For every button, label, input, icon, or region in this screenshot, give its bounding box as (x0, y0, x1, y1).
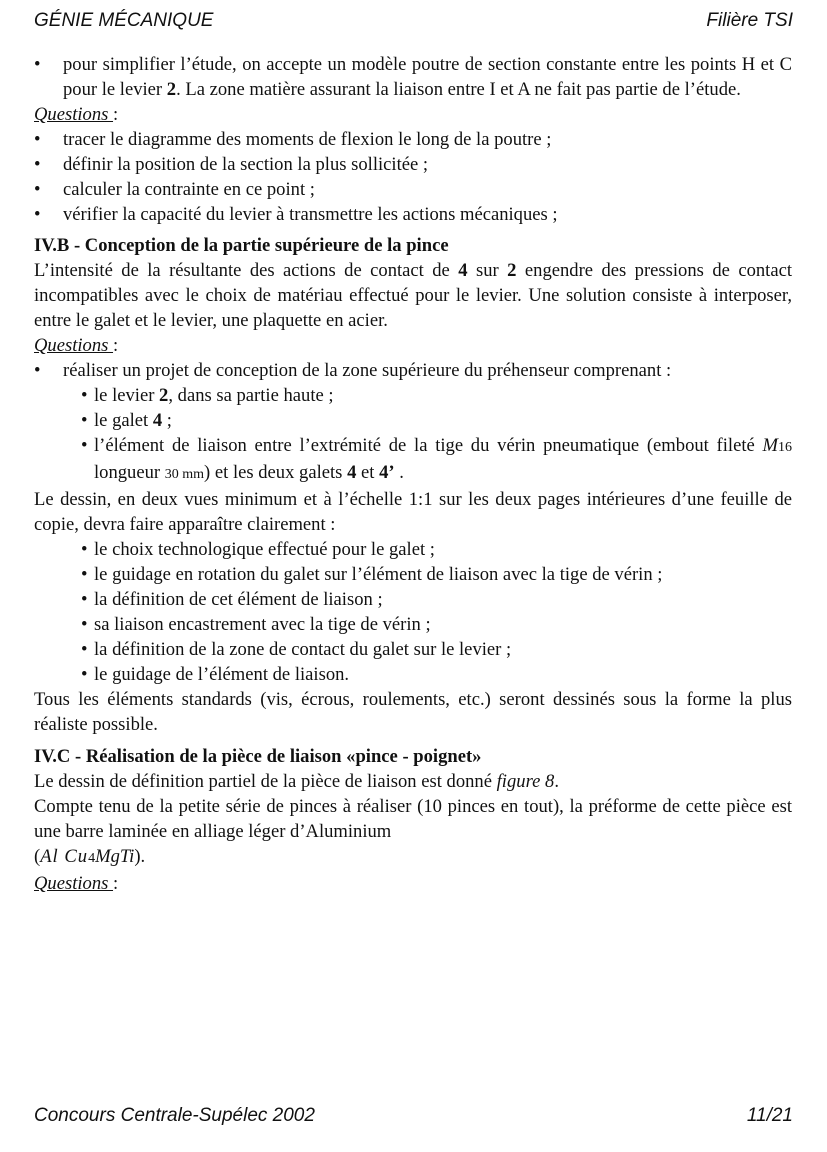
drawing-requirement: • la définition de cet élément de liaison ; (34, 587, 792, 612)
part-number: 2 (166, 79, 177, 100)
text: sur (467, 260, 508, 281)
questions-label: Questions (34, 335, 114, 356)
math-symbol: M (762, 435, 778, 456)
section-title-ivb: IV.B - Conception de la partie supérieure de la pince (34, 235, 449, 256)
page-header (34, 10, 793, 32)
math-number: 16 (778, 440, 792, 455)
paragraph (34, 258, 792, 333)
questions-heading (34, 333, 792, 358)
questions-colon: : (113, 104, 119, 125)
alloy-formula (34, 844, 792, 871)
header-right: Filière TSI (706, 10, 793, 31)
part-number: 2 (159, 385, 169, 406)
page-number: 11/21 (746, 1105, 793, 1126)
footer-left: Concours Centrale-Supélec 2002 (34, 1105, 315, 1126)
paragraph: Le dessin, en deux vues minimum et à l’échelle 1:1 sur les deux pages intérieures d’une feuille de copie, devra faire apparaître clairement : (34, 489, 792, 535)
text: . (554, 771, 559, 792)
drawing-requirement: • sa liaison encastrement avec la tige de vérin ; (34, 612, 792, 637)
paragraph: Tous les éléments standards (vis, écrous, roulements, etc.) seront dessinés sous la forme la plus réaliste possible. (34, 689, 792, 735)
text: le levier (94, 385, 160, 406)
questions-colon: : (113, 335, 119, 356)
text: longueur (94, 462, 165, 483)
text: l’élément de liaison entre l’extrémité de la tige du vérin pneumatique (embout fileté (94, 435, 763, 456)
text: . (394, 462, 404, 483)
section-title-ivc: IV.C - Réalisation de la pièce de liaison «pince - poignet» (34, 746, 482, 767)
text: L’intensité de la résultante des actions de contact de (34, 260, 459, 281)
math-number: 4 (88, 851, 96, 866)
drawing-requirement: • la définition de la zone de contact du galet sur le levier ; (34, 637, 792, 662)
bullet-beam-model (34, 52, 792, 102)
sub-item (34, 408, 792, 433)
drawing-requirement: • le choix technologique effectué pour le galet ; (34, 537, 792, 562)
page-body (34, 52, 792, 896)
length-value: 30 mm (164, 467, 205, 482)
paragraph: Compte tenu de la petite série de pinces à réaliser (10 pinces en tout), la préforme de cette pièce est une barre laminée en alliage léger d’Aluminium (34, 796, 792, 842)
text: ; (162, 410, 172, 431)
text: pour simplifier l’étude, on accepte un modèle poutre de section constante entre les points H et C pour le levier (63, 54, 792, 100)
sub-item (34, 433, 792, 487)
question-item: • définir la position de la section la plus sollicitée ; (34, 152, 792, 177)
sub-item (34, 383, 792, 408)
page-footer (34, 1105, 793, 1127)
math-symbol: Al Cu (40, 846, 89, 867)
question-item: • calculer la contrainte en ce point ; (34, 177, 792, 202)
question-item: • tracer le diagramme des moments de flexion le long de la poutre ; (34, 127, 792, 152)
text: Le dessin de définition partiel de la pièce de liaison est donné (34, 771, 497, 792)
question-item: • vérifier la capacité du levier à transmettre les actions mécaniques ; (34, 202, 792, 227)
text: ). (134, 846, 146, 867)
math-symbol: MgTi (95, 846, 135, 867)
part-number: 4 (152, 410, 163, 431)
part-number: 4 (347, 462, 357, 483)
text: , dans sa partie haute ; (168, 385, 334, 406)
questions-heading (34, 102, 792, 127)
text: et (356, 462, 380, 483)
text: engendre des pressions de contact incompatibles avec le choix de matériau effectué pour le levier. Une solution consiste à interposer, entre le galet et le levier, une plaquette en acier. (34, 260, 792, 331)
figure-reference: figure 8 (496, 771, 555, 792)
part-number: 4’ (379, 462, 395, 483)
part-number: 2 (507, 260, 517, 281)
questions-heading (34, 871, 792, 896)
drawing-requirement: • le guidage de l’élément de liaison. (34, 662, 792, 687)
text: ) et les deux galets (204, 462, 348, 483)
paragraph (34, 769, 792, 794)
bullet-design-project: • réaliser un projet de conception de la zone supérieure du préhenseur comprenant : (34, 358, 792, 383)
questions-label: Questions (34, 873, 114, 894)
questions-label: Questions (34, 104, 114, 125)
text: . La zone matière assurant la liaison entre I et A ne fait pas partie de l’étude. (176, 79, 741, 100)
header-left: GÉNIE MÉCANIQUE (34, 10, 214, 31)
text: le galet (94, 410, 153, 431)
drawing-requirement: • le guidage en rotation du galet sur l’élément de liaison avec la tige de vérin ; (34, 562, 792, 587)
questions-colon: : (113, 873, 119, 894)
part-number: 4 (458, 260, 468, 281)
text: ( (34, 846, 41, 867)
